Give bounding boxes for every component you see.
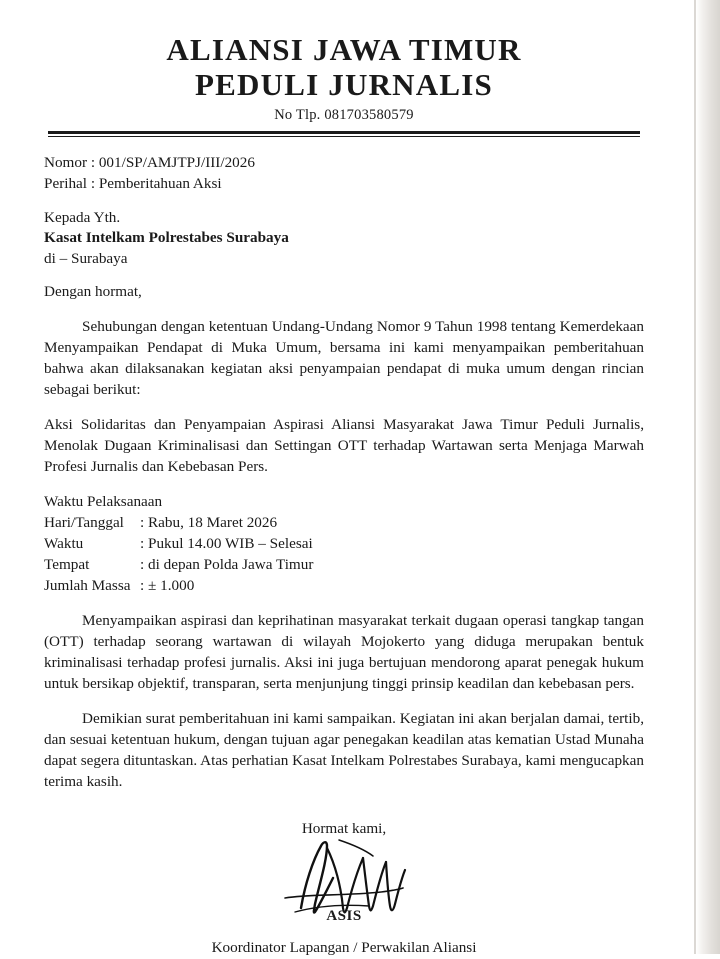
schedule-row (44, 534, 644, 555)
letter-body (44, 153, 644, 959)
schedule-row (44, 555, 644, 576)
paragraph-2: Aksi Solidaritas dan Penyampaian Aspirasi Aliansi Masyarakat Jawa Timur Peduli Jurnalis, Menolak Dugaan Kriminalisasi dan Settingan OTT terhadap Wartawan serta Menjaga Marwah Profesi Jurnalis dan Kebebasan Pers. (44, 416, 644, 475)
organization-name-line-2: PEDULI JURNALIS (195, 66, 493, 102)
addressee-block (44, 208, 644, 270)
schedule-row (44, 576, 644, 597)
signature-closing: Hormat kami, (301, 819, 387, 837)
paragraph-1: Sehubungan dengan ketentuan Undang-Undang Nomor 9 Tahun 1998 tentang Kemerdekaan Menyampaikan Pendapat di Muka Umum, bersama ini kami menyampaikan pemberitahuan bahwa akan dilaksanakan kegiatan aksi penyampaian pendapat di muka umum dengan rincian sebagai berikut: (44, 318, 644, 399)
letter-subject: Perihal : Pemberitahuan Aksi (44, 174, 222, 192)
greeting: Dengan hormat, (44, 283, 142, 301)
schedule-label: Jumlah Massa (44, 576, 131, 594)
schedule-value: : ± 1.000 (140, 576, 195, 594)
schedule-value: : Pukul 14.00 WIB – Selesai (140, 534, 313, 552)
divider-thick-line (48, 131, 640, 134)
page-edge-shadow (696, 0, 720, 954)
letterhead-divider (44, 131, 644, 137)
signature-block (44, 819, 644, 959)
addressee-salutation: Kepada Yth. (44, 208, 121, 226)
reference-block (44, 153, 644, 195)
paragraph-3: Menyampaikan aspirasi dan keprihatinan masyarakat terkait dugaan operasi tangkap tangan (OTT) terhadap seorang wartawan di wilayah Mojokerto yang diduga merupakan bentuk kriminalisasi terhadap profesi jurnalis. Aksi ini juga bertujuan mendorong aparat penegak hukum untuk bersikap objektif, transparan, serta menjunjung tinggi prinsip keadilan dan kebebasan pers. (44, 611, 644, 692)
addressee-place: di – Surabaya (44, 249, 128, 267)
signatory-name: ASIS (326, 907, 362, 924)
schedule-value: : di depan Polda Jawa Timur (140, 555, 314, 573)
schedule-row (44, 513, 644, 534)
organization-name-line-1: ALIANSI JAWA TIMUR (166, 32, 522, 67)
letter-number: Nomor : 001/SP/AMJTPJ/III/2026 (44, 153, 255, 171)
schedule-label: Tempat (44, 555, 90, 573)
signatory-role: Koordinator Lapangan / Perwakilan Aliansi (211, 939, 477, 957)
schedule-block (44, 492, 644, 597)
letterhead (44, 34, 644, 124)
addressee-recipient: Kasat Intelkam Polrestabes Surabaya (44, 229, 289, 247)
divider-thin-line (48, 136, 640, 137)
schedule-label: Waktu (44, 534, 84, 552)
organization-phone: No Tlp. 081703580579 (274, 106, 414, 123)
schedule-label: Hari/Tanggal (44, 513, 124, 531)
schedule-heading: Waktu Pelaksanaan (44, 492, 163, 510)
paragraph-4: Demikian surat pemberitahuan ini kami sampaikan. Kegiatan ini akan berjalan damai, tertib, dan sesuai ketentuan hukum, dengan tujuan agar penegakan keadilan atas kematian Ustad Munaha dapat segera dituntaskan. Atas perhatian Kasat Intelkam Polrestabes Surabaya, kami mengucapkan terima kasih. (44, 709, 644, 790)
schedule-value: : Rabu, 18 Maret 2026 (140, 513, 278, 531)
